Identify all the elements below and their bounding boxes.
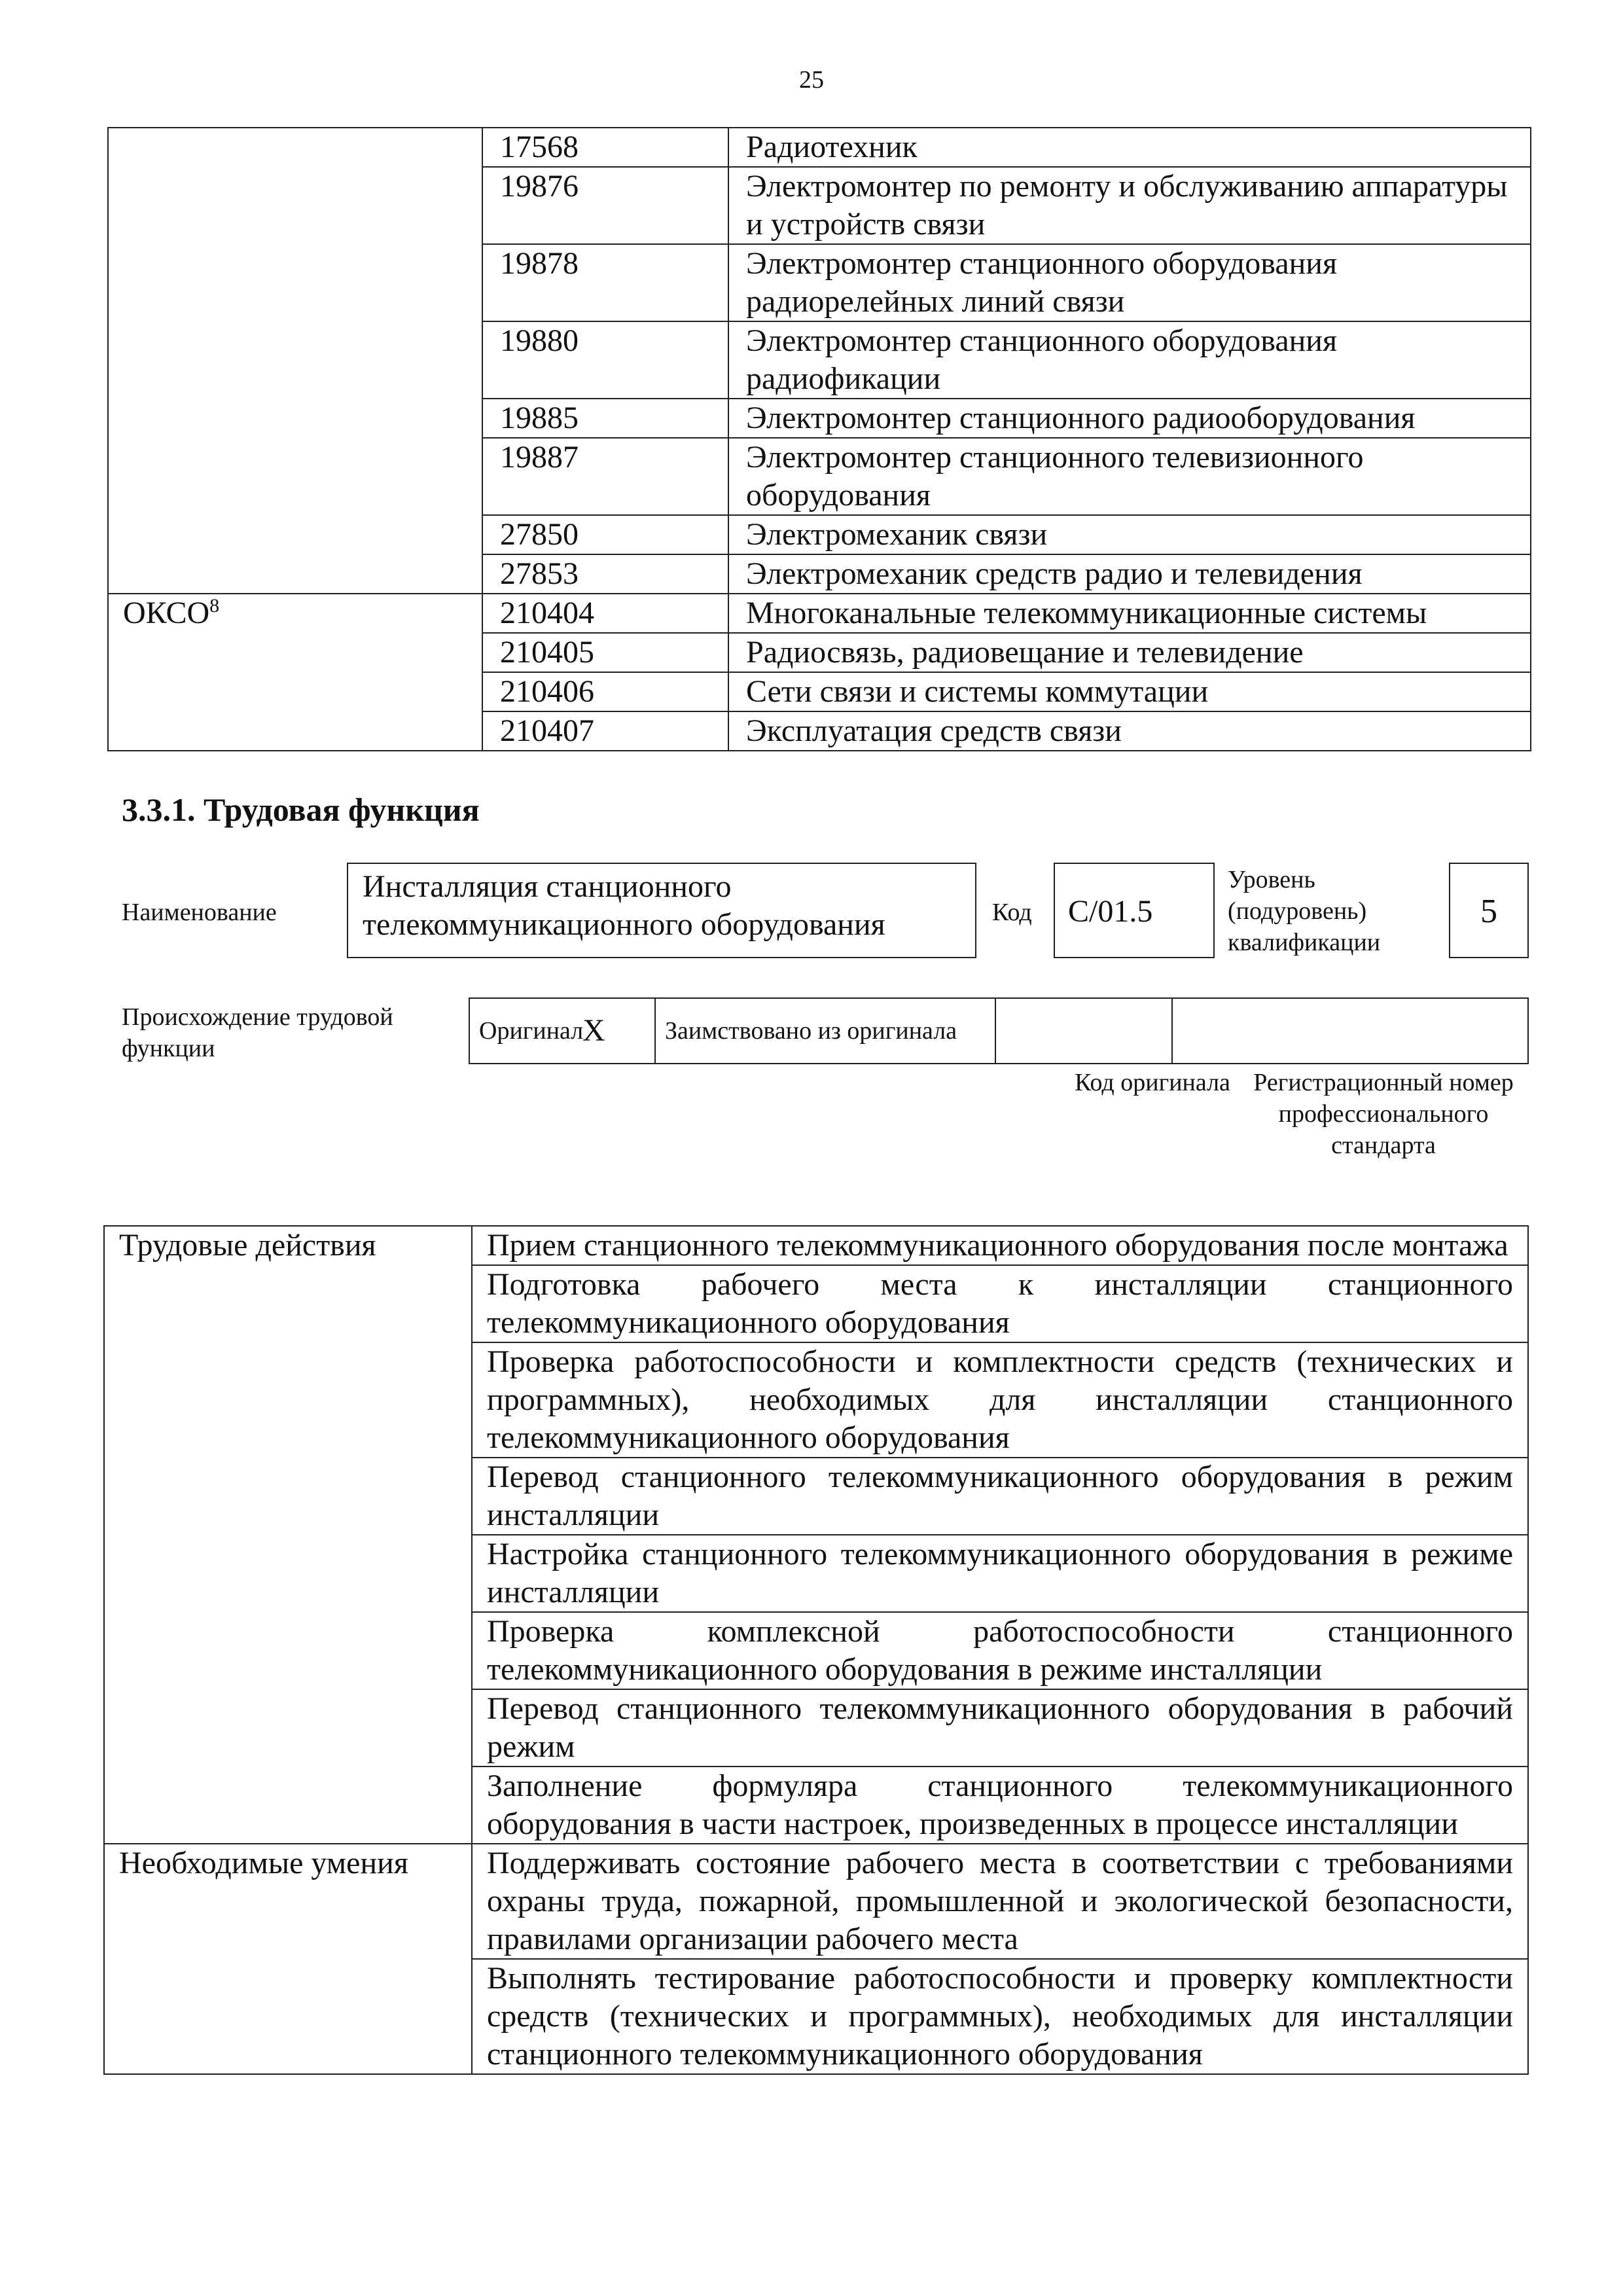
table-cell-code: 210406 — [482, 672, 728, 711]
action-item: Заполнение формуляра станционного телекоммуникационного оборудования в части настроек, произведенных в процессе инсталляции — [472, 1767, 1528, 1844]
borrowed-label: Заимствовано из оригинала — [655, 998, 995, 1064]
action-item: Проверка комплексной работоспособности станционного телекоммуникационного оборудования в режиме инсталляции — [472, 1612, 1528, 1689]
skills-label: Необходимые умения — [104, 1844, 472, 2074]
table-cell-code: 19885 — [482, 399, 728, 438]
table-cell-label — [108, 128, 482, 594]
table-cell-code: 19878 — [482, 244, 728, 321]
action-item: Подготовка рабочего места к инсталляции станционного телекоммуникационного оборудования — [472, 1265, 1528, 1342]
origin-table — [469, 997, 1529, 1064]
code-original-caption: Код оригинала — [1075, 1069, 1230, 1096]
level-value: 5 — [1449, 863, 1529, 958]
action-item: Прием станционного телекоммуникационного оборудования после монтажа — [472, 1226, 1528, 1265]
original-label: Оригинал — [469, 998, 573, 1064]
skill-item: Выполнять тестирование работоспособности и проверку комплектности средств (технических и программных), необходимых для инсталляции станционного телекоммуникационного оборудования — [472, 1959, 1528, 2074]
level-label: Уровень (подуровень) квалификации — [1228, 866, 1381, 956]
table-row — [104, 1844, 1528, 1959]
table-cell-code: 210407 — [482, 711, 728, 751]
table-cell-code: 17568 — [482, 128, 728, 167]
table-cell-code: 19876 — [482, 167, 728, 244]
function-table — [103, 1225, 1529, 2075]
table-cell-code: 19887 — [482, 438, 728, 515]
table-row — [104, 1226, 1528, 1265]
table-cell-name: Электромонтер станционного оборудования радиофикации — [728, 321, 1531, 399]
table-cell-name: Электромонтер по ремонту и обслуживанию аппаратуры и устройств связи — [728, 167, 1531, 244]
table-cell-name: Многоканальные телекоммуникационные системы — [728, 594, 1531, 633]
action-item: Проверка работоспособности и комплектности средств (технических и программных), необходимых для инсталляции станционного телекоммуникационного оборудования — [472, 1342, 1528, 1458]
table-cell-code: 210405 — [482, 633, 728, 672]
table-row — [108, 594, 1531, 633]
original-code-cell — [995, 998, 1172, 1064]
table-cell-name: Электромонтер станционного оборудования радиорелейных линий связи — [728, 244, 1531, 321]
okso-label: ОКСО — [123, 596, 210, 630]
action-item: Перевод станционного телекоммуникационного оборудования в рабочий режим — [472, 1689, 1528, 1767]
name-label: Наименование — [122, 899, 277, 926]
table-cell-name: Электромеханик связи — [728, 515, 1531, 554]
codes-table — [107, 127, 1531, 751]
table-cell-label — [108, 594, 482, 751]
code-label: Код — [992, 899, 1032, 926]
table-row — [108, 128, 1531, 167]
skill-item: Поддерживать состояние рабочего места в соответствии с требованиями охраны труда, пожарной, промышленной и экологической безопасности, правилами организации рабочего места — [472, 1844, 1528, 1959]
table-cell-code: 210404 — [482, 594, 728, 633]
table-cell-code: 27850 — [482, 515, 728, 554]
registration-number-caption: Регистрационный номер профессионального стандарта — [1253, 1069, 1514, 1159]
table-cell-name: Радиосвязь, радиовещание и телевидение — [728, 633, 1531, 672]
table-cell-name: Электромеханик средств радио и телевидения — [728, 554, 1531, 594]
registration-number-cell — [1172, 998, 1528, 1064]
table-cell-code: 27853 — [482, 554, 728, 594]
action-item: Настройка станционного телекоммуникационного оборудования в режиме инсталляции — [472, 1535, 1528, 1612]
footnote-mark: 8 — [209, 595, 220, 617]
table-row — [469, 998, 1528, 1064]
origin-label: Происхождение трудовой функции — [122, 1003, 393, 1062]
table-cell-code: 19880 — [482, 321, 728, 399]
table-cell-name: Эксплуатация средств связи — [728, 711, 1531, 751]
actions-label: Трудовые действия — [104, 1226, 472, 1844]
section-title: 3.3.1. Трудовая функция — [122, 791, 480, 828]
table-cell-name: Радиотехник — [728, 128, 1531, 167]
action-item: Перевод станционного телекоммуникационного оборудования в режим инсталляции — [472, 1458, 1528, 1535]
table-cell-name: Электромонтер станционного телевизионного оборудования — [728, 438, 1531, 515]
original-mark: X — [573, 998, 655, 1064]
name-value: Инсталляция станционного телекоммуникационного оборудования — [347, 863, 976, 958]
code-value: C/01.5 — [1054, 863, 1215, 958]
page-number: 25 — [799, 66, 824, 94]
table-cell-name: Электромонтер станционного радиооборудования — [728, 399, 1531, 438]
table-cell-name: Сети связи и системы коммутации — [728, 672, 1531, 711]
